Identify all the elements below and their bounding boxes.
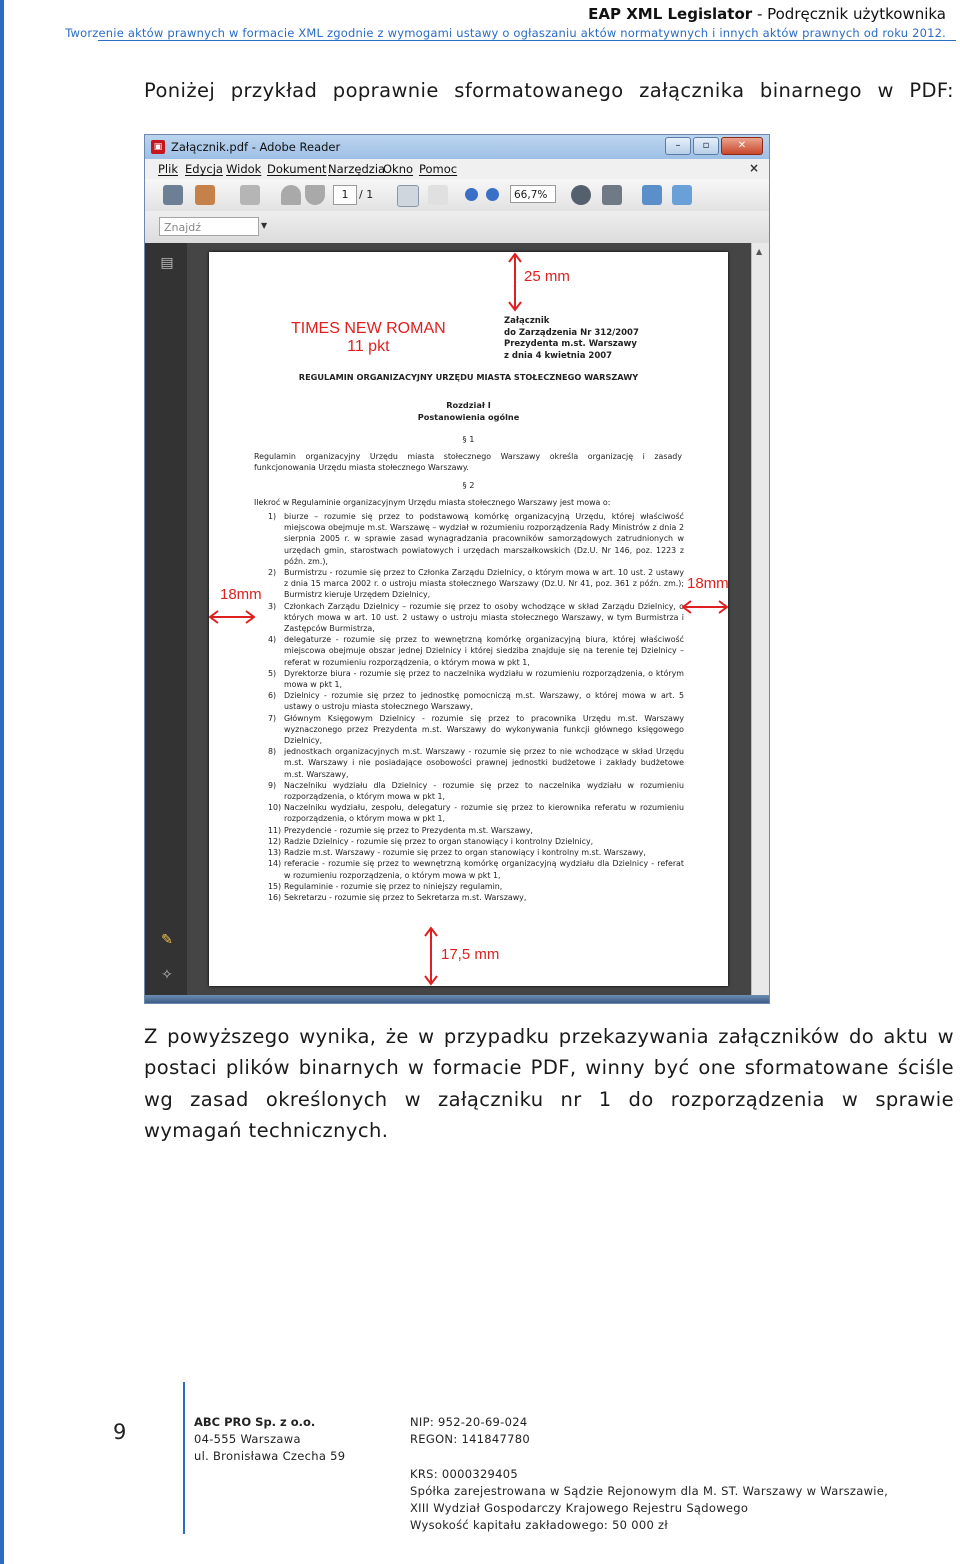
menu-pomoc[interactable]: Pomoc xyxy=(419,162,458,176)
footer-company-block xyxy=(194,1414,345,1466)
menu-dokument[interactable]: Dokument xyxy=(267,162,327,176)
font-annotation xyxy=(291,320,446,356)
attachment-icon[interactable]: ✧ xyxy=(161,967,173,983)
list-item-number: 2) xyxy=(268,568,277,578)
list-item-number: 14) xyxy=(268,859,282,869)
comments-icon[interactable]: ✎ xyxy=(161,932,173,948)
regulation-title: REGULAMIN ORGANIZACYJNY URZĘDU MIASTA STOŁECZNEGO WARSZAWY xyxy=(298,372,639,382)
save-icon[interactable] xyxy=(195,185,215,205)
intro-text: Poniżej przykład poprawnie sformatowanego załącznika binarnego w PDF: xyxy=(144,79,954,102)
menu-okno[interactable]: Okno xyxy=(383,162,414,176)
menu-edycja[interactable]: Edycja xyxy=(185,162,223,176)
list-item-number: 12) xyxy=(268,836,282,846)
definitions-list xyxy=(254,511,684,903)
left-margin-label: 18mm xyxy=(220,586,262,603)
minimize-button[interactable]: – xyxy=(665,137,691,155)
list-item xyxy=(254,567,684,601)
list-item xyxy=(254,802,684,824)
footer-address-street: ul. Bronisława Czecha 59 xyxy=(194,1449,346,1464)
list-item xyxy=(254,634,684,668)
list-item xyxy=(254,511,684,567)
zoom-in-icon[interactable] xyxy=(486,188,499,201)
top-margin-arrow xyxy=(505,252,525,312)
footer-divider xyxy=(183,1382,185,1534)
list-item-text: Dyrektorze biura - rozumie się przez to naczelnika wydziału w rozumieniu rozporządzenia, o którym mowa w pkt 1, xyxy=(284,668,684,690)
list-item-text: Regulaminie - rozumie się przez to niniejszy regulamin, xyxy=(284,881,503,891)
print-icon[interactable] xyxy=(163,185,183,205)
list-item-number: 7) xyxy=(268,713,277,723)
list-item xyxy=(254,668,684,690)
reader-toolbar xyxy=(145,179,769,212)
taskbar-strip xyxy=(145,995,769,1003)
list-item-number: 8) xyxy=(268,747,277,757)
section-2-heading: § 2 xyxy=(462,480,475,490)
header-subtitle: Tworzenie aktów prawnych w formacie XML zgodnie z wymogami ustawy o ogłaszaniu aktów normatywnych i innych aktów prawnych od roku 2012. xyxy=(65,26,946,40)
footer-registration-block xyxy=(410,1414,888,1534)
attachment-header-line: do Zarządzenia Nr 312/2007 xyxy=(504,327,639,338)
page-number: 9 xyxy=(113,1420,127,1444)
list-item-text: jednostkach organizacyjnych m.st. Warszawy - rozumie się przez to nie wchodzące w skład Urzędu m.st. Warszawy i nie posiadające osobowości prawnej jednostki budżetowe i zakłady budżetowe m.st. Warszawy, xyxy=(284,747,684,779)
list-item xyxy=(254,881,684,892)
header-title-doc: - Podręcznik użytkownika xyxy=(752,5,946,23)
list-item-text: Naczelniku wydziału dla Dzielnicy - rozumie się przez to naczelnika wydziału w rozumieniu rozporządzenia, o którym mowa w pkt 1, xyxy=(284,780,684,802)
list-item-number: 4) xyxy=(268,635,277,645)
list-item xyxy=(254,825,684,836)
reader-window-title: Załącznik.pdf - Adobe Reader xyxy=(171,140,341,154)
left-accent-rule xyxy=(0,0,4,1564)
list-item xyxy=(254,746,684,780)
list-item-number: 3) xyxy=(268,601,277,611)
list-item-text: Radzie m.st. Warszawy - rozumie się przez to organ stanowiący i kontrolny m.st. Warszawy, xyxy=(284,848,646,858)
pages-icon[interactable]: ▤ xyxy=(160,255,174,271)
attachment-header-line: Prezydenta m.st. Warszawy xyxy=(504,339,637,349)
chapter-number: Rozdział I xyxy=(446,400,491,410)
list-item xyxy=(254,892,684,903)
hand-tool-icon[interactable] xyxy=(428,185,448,205)
footer-nip: NIP: 952-20-69-024 xyxy=(410,1415,528,1429)
stamp-icon[interactable] xyxy=(571,185,591,205)
footer-court-division: XIII Wydział Gospodarczy Krajowego Rejestru Sądowego xyxy=(410,1501,749,1515)
right-margin-arrow xyxy=(682,598,728,616)
zoom-out-icon[interactable] xyxy=(465,188,478,201)
bottom-margin-arrow xyxy=(421,926,441,986)
vertical-scrollbar[interactable] xyxy=(751,243,769,997)
font-annotation-name: TIMES NEW ROMAN xyxy=(291,320,446,337)
font-annotation-size: 11 pkt xyxy=(347,338,390,355)
list-item-text: Członkach Zarządu Dzielnicy – rozumie się przez to osoby wchodzące w skład Zarządu Dzielnicy, o których mowa w art. 10 ust. 2 ustawy o ustroju miasta stołecznego Warszawy, w tym Burmistrza i Zastępców Burmistrza, xyxy=(284,601,684,634)
list-item-number: 6) xyxy=(268,691,277,701)
body-paragraph: Z powyższego wynika, że w przypadku przekazywania załączników do aktu w postaci plików binarnych w formacie PDF, winny być one sformatowane ściśle wg zasad określonych w załączniku nr 1 do rozporządzenia w sprawie wymagań technicznych. xyxy=(144,1025,954,1142)
close-window-button[interactable]: ✕ xyxy=(721,137,763,155)
header-title-app: EAP XML Legislator xyxy=(588,5,753,23)
find-dropdown-icon[interactable]: ▼ xyxy=(261,221,268,230)
reader-titlebar xyxy=(145,135,769,159)
list-item xyxy=(254,847,684,858)
reader-menubar xyxy=(145,159,769,180)
list-item-number: 5) xyxy=(268,668,277,678)
list-item-text: Burmistrzu - rozumie się przez to Członka Zarządu Dzielnicy, o którym mowa w art. 10 ust. 2 ustawy z dnia 15 marca 2002 r. o ustroju miasta stołecznego Warszawy (Dz.U. Nr 41, poz. 361 z późn. zm.); Burmistrz kieruje Urzędem Dzielnicy, xyxy=(284,568,684,600)
menu-plik[interactable]: Plik xyxy=(158,162,178,176)
fullscreen-icon[interactable] xyxy=(672,185,692,205)
share-icon[interactable] xyxy=(240,185,260,205)
footer-company: ABC PRO Sp. z o.o. xyxy=(194,1415,316,1429)
footer-address-city: 04-555 Warszawa xyxy=(194,1432,301,1447)
section-1-text: Regulamin organizacyjny Urzędu miasta stołecznego Warszawy określa organizację i zasady funkcjonowania Urzędu miasta stołecznego Warszawy. xyxy=(254,452,682,473)
list-item-number: 1) xyxy=(268,512,277,521)
list-item-number: 13) xyxy=(268,848,282,858)
top-margin-label: 25 mm xyxy=(524,268,570,285)
list-item xyxy=(254,690,684,712)
close-document-icon[interactable]: × xyxy=(748,161,759,175)
attachment-header-line: Załącznik xyxy=(504,316,550,326)
list-item-text: Prezydencie - rozumie się przez to Prezydenta m.st. Warszawy, xyxy=(284,825,533,835)
fit-page-icon[interactable] xyxy=(642,185,662,205)
reader-findbar xyxy=(145,211,769,244)
footer-regon: REGON: 141847780 xyxy=(410,1432,531,1447)
find-input[interactable]: Znajdź xyxy=(159,217,259,236)
footer-capital: Wysokość kapitału zakładowego: 50 000 zł xyxy=(410,1518,668,1533)
select-tool-icon[interactable] xyxy=(397,185,419,207)
list-item-text: Głównym Księgowym Dzielnicy - rozumie się przez to pracownika Urzędu m.st. Warszawy wyznaczonego przez Prezydenta m.st. Warszawy do wykonywania funkcji głównego księgowego Dzielnicy, xyxy=(284,713,684,746)
header-divider xyxy=(98,40,956,41)
list-item-number: 11) xyxy=(268,825,282,835)
snapshot-icon[interactable] xyxy=(602,185,622,205)
footer-court: Spółka zarejestrowana w Sądzie Rejonowym dla M. ST. Warszawy w Warszawie, xyxy=(410,1483,889,1498)
list-item-text: Naczelniku wydziału, zespołu, delegatury - rozumie się przez to kierownika referatu w rozumieniu rozporządzenia, o którym mowa w pkt 1, xyxy=(284,803,684,824)
list-item-text: delegaturze - rozumie się przez to wewnętrzną komórkę organizacyjną biura, której właściwość miejscowa obejmuje obszar jednej Dzielnicy i której siedziba znajduje się na terenie tej Dzielnicy – referat w rozumieniu rozporządzenia, o którym mowa w pkt 1, xyxy=(284,635,684,667)
menu-narzedzia[interactable]: Narzędzia xyxy=(328,162,386,176)
attachment-header-line: z dnia 4 kwietnia 2007 xyxy=(504,350,613,361)
arrow-up-icon[interactable] xyxy=(281,185,301,205)
maximize-button[interactable]: ▫ xyxy=(693,137,719,155)
list-item xyxy=(254,780,684,802)
arrow-down-icon[interactable] xyxy=(305,185,325,205)
list-item xyxy=(254,858,684,880)
list-item-text: Dzielnicy - rozumie się przez to jednostkę pomocniczą m.st. Warszawy, o której mowa w art. 5 ustawy o ustroju miasta stołecznego Warszawy, xyxy=(284,691,684,712)
list-item-text: biurze – rozumie się przez to podstawową komórkę organizacyjną Urzędu, której właściwość miejscowa obejmuje m.st. Warszawę – wydział w rozumieniu rozporządzenia Rady Ministrów z dnia 2 sierpnia 2005 r. w sprawie zasad wynagradzania pracowników samorządowych zatrudnionych w urzędach gmin, starostwach powiatowych i urzędach marszałkowskich (Dz.U. Nr 146, poz. 1223 z późn. zm.), xyxy=(284,512,684,566)
list-item-number: 10) xyxy=(268,803,282,813)
pdf-icon: ▣ xyxy=(151,140,165,154)
list-item-text: referacie - rozumie się przez to wewnętrzną komórkę organizacyjną wydziału dla Dzielnicy - referat w rozumieniu rozporządzenia, o którym mowa w pkt 1, xyxy=(284,859,684,880)
footer-krs: KRS: 0000329405 xyxy=(410,1466,519,1481)
scroll-up-icon[interactable]: ▲ xyxy=(756,247,763,256)
list-item xyxy=(254,713,684,747)
list-item xyxy=(254,601,684,635)
chapter-heading xyxy=(209,400,728,423)
menu-widok[interactable]: Widok xyxy=(226,162,262,176)
section-2-intro: Ilekroć w Regulaminie organizacyjnym Urzędu miasta stołecznego Warszawy jest mowa o: xyxy=(254,498,611,507)
list-item xyxy=(254,836,684,847)
reader-window xyxy=(144,134,770,1004)
list-item-number: 16) xyxy=(268,892,282,902)
list-item-number: 15) xyxy=(268,881,282,891)
right-margin-label: 18mm xyxy=(687,575,729,592)
pdf-page xyxy=(209,252,728,986)
attachment-header xyxy=(504,316,639,362)
navigation-pane xyxy=(145,243,187,997)
list-item-text: Sekretarzu - rozumie się przez to Sekretarza m.st. Warszawy, xyxy=(284,892,527,902)
header-title xyxy=(588,5,946,23)
left-margin-arrow xyxy=(209,608,255,626)
list-item-text: Radzie Dzielnicy - rozumie się przez to organ stanowiący i kontrolny Dzielnicy, xyxy=(284,836,594,846)
page-number-input[interactable]: 1 xyxy=(333,185,357,205)
zoom-level-select[interactable]: 66,7% xyxy=(510,185,556,203)
bottom-margin-label: 17,5 mm xyxy=(441,946,500,963)
chapter-title: Postanowienia ogólne xyxy=(417,411,520,422)
list-item-number: 9) xyxy=(268,780,277,790)
section-1-heading: § 1 xyxy=(462,434,475,444)
page-total: / 1 xyxy=(359,188,374,201)
